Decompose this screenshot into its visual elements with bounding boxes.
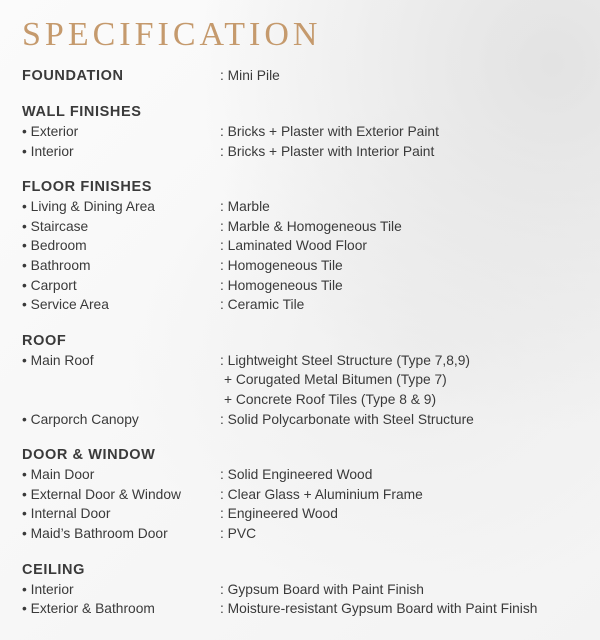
- spec-value: : Moisture-resistant Gypsum Board with Paint Finish: [220, 601, 538, 617]
- spec-row: [22, 142, 592, 162]
- foundation-label: FOUNDATION: [22, 68, 124, 84]
- spec-row: [22, 410, 592, 430]
- spec-row: [22, 256, 592, 276]
- section-heading: CEILING: [22, 561, 86, 578]
- spec-row: [22, 276, 592, 296]
- spec-value: : Homogeneous Tile: [220, 257, 343, 273]
- section-heading: DOOR & WINDOW: [22, 447, 156, 464]
- spec-label: • Bathroom: [22, 256, 220, 276]
- spec-value: : Marble & Homogeneous Tile: [220, 218, 402, 234]
- spec-row: [22, 122, 592, 142]
- section-foundation: [22, 66, 592, 86]
- foundation-value: : Mini Pile: [220, 68, 280, 83]
- spec-row: [22, 465, 592, 485]
- spec-row: [22, 504, 592, 524]
- spec-value: : Solid Engineered Wood: [220, 467, 373, 483]
- spec-row: [22, 485, 592, 505]
- spec-label: • Main Roof: [22, 351, 220, 410]
- spec-label: • External Door & Window: [22, 485, 220, 505]
- spec-row: [22, 66, 592, 86]
- spec-value: : Solid Polycarbonate with Steel Structure: [220, 411, 474, 427]
- spec-value-line: + Corugated Metal Bitumen (Type 7): [224, 372, 447, 388]
- spec-label: • Interior: [22, 580, 220, 600]
- spec-label: • Staircase: [22, 217, 220, 237]
- spec-label: • Carport: [22, 276, 220, 296]
- spec-row: [22, 236, 592, 256]
- spec-label: • Internal Door: [22, 504, 220, 524]
- spec-label: • Main Door: [22, 465, 220, 485]
- section-roof: [22, 331, 592, 429]
- section-door-window: [22, 445, 592, 543]
- spec-value: : Clear Glass + Aluminium Frame: [220, 486, 423, 502]
- spec-content: [22, 66, 592, 635]
- spec-value-line: : Lightweight Steel Structure (Type 7,8,9): [220, 352, 471, 368]
- spec-value: : PVC: [220, 525, 257, 541]
- section-heading: FLOOR FINISHES: [22, 179, 153, 196]
- spec-value: : Marble: [220, 199, 270, 215]
- section-ceiling: [22, 560, 592, 619]
- section-floor-finishes: [22, 177, 592, 315]
- spec-value: : Engineered Wood: [220, 506, 338, 522]
- spec-value: : Bricks + Plaster with Interior Paint: [220, 143, 435, 159]
- spec-label: • Bedroom: [22, 236, 220, 256]
- spec-value-line: + Concrete Roof Tiles (Type 8 & 9): [224, 391, 437, 407]
- spec-value: : Homogeneous Tile: [220, 277, 343, 293]
- spec-value: : Bricks + Plaster with Exterior Paint: [220, 124, 439, 139]
- spec-row: [22, 524, 592, 544]
- section-wall-finishes: [22, 102, 592, 161]
- spec-label: • Interior: [22, 142, 220, 162]
- spec-row: [22, 217, 592, 237]
- spec-value: : Gypsum Board with Paint Finish: [220, 581, 424, 597]
- spec-label: • Maid’s Bathroom Door: [22, 524, 220, 544]
- spec-value-multiline: [220, 351, 592, 410]
- spec-row: [22, 197, 592, 217]
- spec-label: • Exterior: [22, 122, 220, 142]
- spec-row: [22, 580, 592, 600]
- spec-row: [22, 295, 592, 315]
- spec-label: • Service Area: [22, 295, 220, 315]
- spec-label: • Carporch Canopy: [22, 410, 220, 430]
- spec-label: • Living & Dining Area: [22, 197, 220, 217]
- spec-value: : Ceramic Tile: [220, 297, 305, 313]
- spec-row: [22, 599, 592, 619]
- section-heading: ROOF: [22, 332, 67, 349]
- page-title: SPECIFICATION: [22, 16, 322, 53]
- spec-label: • Exterior & Bathroom: [22, 599, 220, 619]
- spec-value: : Laminated Wood Floor: [220, 238, 367, 254]
- spec-row: [22, 351, 592, 410]
- section-heading: WALL FINISHES: [22, 104, 142, 120]
